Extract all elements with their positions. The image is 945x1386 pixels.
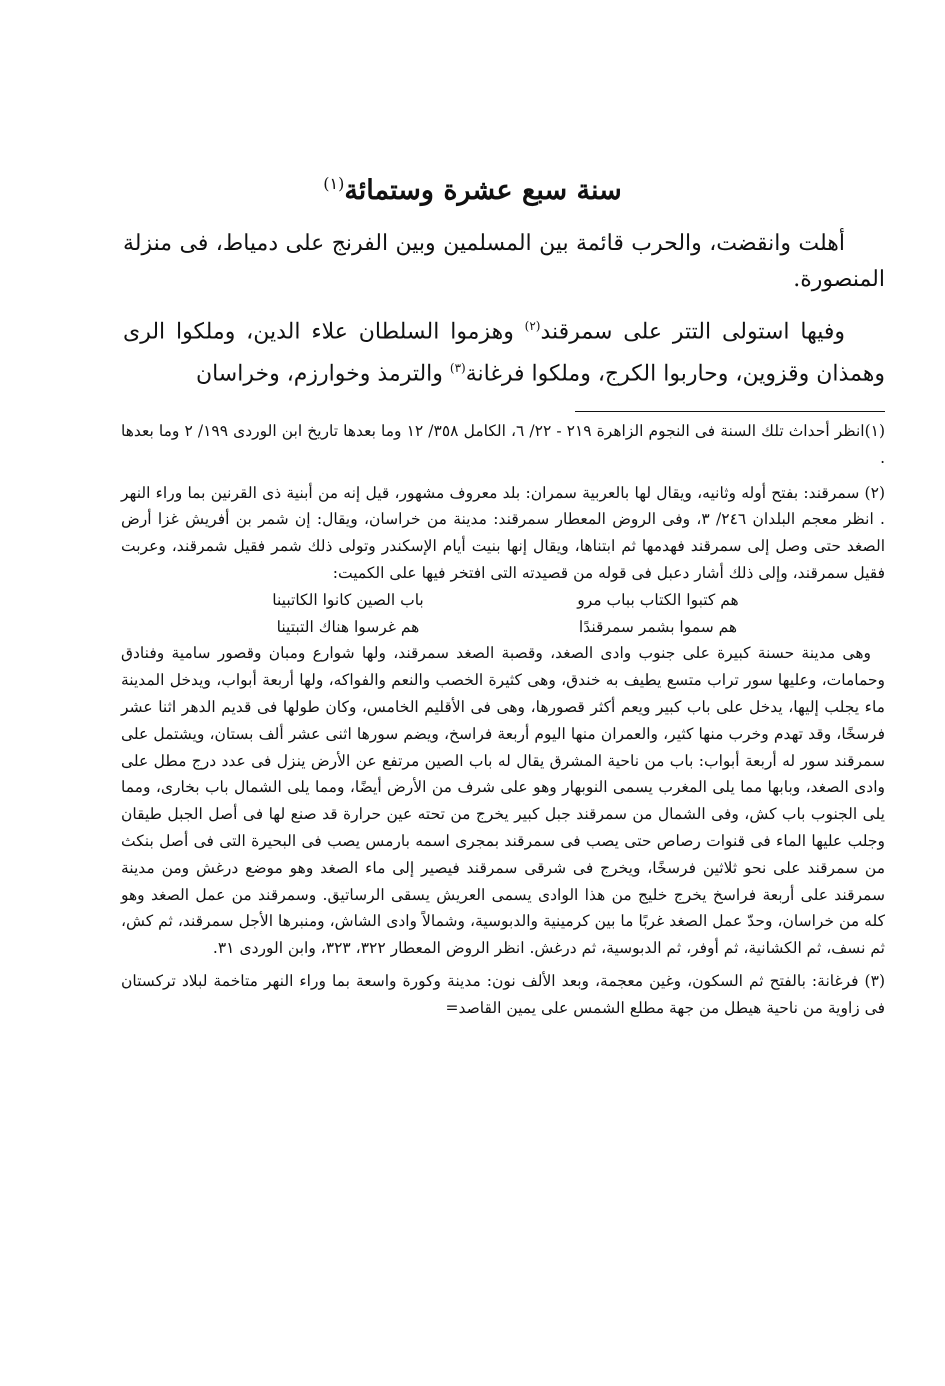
paragraph-2-part-c: والترمذ وخوارزم، وخراسان [195,361,450,387]
verse-line-2 [121,614,885,641]
paragraph-2-part-a: وفيها استولى التتر على سمرقند [540,319,845,345]
chapter-title-text: سنة سبع عشرة وستمائة [344,175,622,206]
verse-2-hemistich-right: هم سموا بشمر سمرقندًا [578,617,738,636]
footnote-separator [575,411,885,412]
footnote-2-intro: (٢) سمرقند: بفتح أوله وثانيه، ويقال لها بالعربية سمران: بلد معروف مشهور، قيل إنه من أبنية ذى القرنين بما وراء النهر . انظر معجم البلدان ٢٤٦/ ٣، وفى الروض المعطار سمرقند: مدينة من خراسان، ويقال: إن شمر بن أفريش غزا أرض الصغد حتى وصل إلى سمرقند فهدمها ثم ابتناها، ويقال إنها بنيت أيام الإسكندر وتولى ذلك شمر فقيل شمرقند، وعربت فقيل سمرقند، وإلى ذلك أشار دعبل فى قوله من قصيدته التى افتخر فيها على الكميت: [121,483,885,582]
footnote-3: (٣) فرغانة: بالفتح ثم السكون، وغين معجمة، وبعد الألف نون: مدينة وكورة واسعة بما وراء النهر متاخمة لبلاد تركستان فى زاوية من ناحية هيطل من جهة مطلع الشمس على يمين القاصد= [121,971,885,1017]
paragraph-2 [123,308,885,393]
poem-verse [121,587,885,641]
paragraph-2-part-b: وهزموا السلطان علاء الدين، وملكوا الرى وهمذان وقزوين، وحاربوا الكرج، وملكوا فرغانة [123,319,885,387]
verse-line-1 [121,587,885,614]
footnote-ref-3: (٣) [449,361,466,376]
main-text [123,226,885,393]
footnote-ref-2: (٢) [524,319,541,333]
verse-1-hemistich-left: باب الصين كانوا الكاتبينا [272,590,424,609]
footnote-2-body: وهى مدينة حسنة كبيرة على جنوب وادى الصغد، وقصبة الصغد سمرقند، ولها شوارع ومبان وقصور سامية وفنادق وحمامات، وعليها سور تراب متسع يطيف به خندق، وهى كثيرة الخصب والنعم والفواكه، ولها أربعة أبواب، ويدخل المدينة ماء يجلب إليها، يدخل على باب كبير ويعم أكثر قصورها، وهى فى الأقليم الخامس، وكان طولها فى قديم الدهر اثنا عشر فرسخًا، وقد تهدم وخرب منها كثير، والعمران منها اليوم أربعة فراسخ، ويضم سورها اثنى عشر ألف بستان، ويشتمل على سمرقند سور له أربعة أبواب: باب من ناحية المشرق يقال له باب الصين مرتفع عن الأرض ينزل فى عدد درج مطل على وادى الصغد، وبابها مما يلى المغرب يسمى النوبهار وهو على شرف من الأرض أيضًا، ومما يلى الشمال باب بخارى، ومما يلى الجنوب باب كش، وفى الشمال من سمرقند جبل كبير يخرج من تحته عين حرارة قد صنع لها فى أصل الجبل طيقان وجلب عليها الماء فى قنوات رصاص حتى يصب فى سمرقند بمجرى اسمه بارمس يصب فى البحيرة التى فى أصل بنكث من سمرقند على نحو ثلاثين فرسخًا، ويخرج فى شرقى سمرقند فيصير إلى ماء الصغد وهو موضع درغش ومن مدينة سمرقند على أربعة فراسخ يخرج خليج من هذا الوادى يسمى العريش يسقى الرساتيق. وسمرقند من عمل الصغد وهو كله من خراسان، وحدّ عمل الصغد غربًا ما بين كرمينية والدبوسية، وشمالاً وادى الشاش، ومنبرها الأجل سمرقند، ثم كش، ثم نسف، ثم الكشانية، ثم أوفر، ثم الدبوسية، ثم درغش. انظر الروض المعطار ٣٢٢، ٣٢٣، وابن الوردى ٣١. [121,644,885,958]
chapter-title [120,162,825,213]
footnotes [121,418,885,1022]
footnote-1: (١)انظر أحداث تلك السنة فى النجوم الزاهرة ٢١٩ - ٢٢/ ٦، الكامل ٣٥٨/ ١٢ وما بعدها تاريخ ابن الوردى ١٩٩/ ٢ وما بعدها . [121,422,886,467]
paragraph-1: أهلت وانقضت، والحرب قائمة بين المسلمين وبين الفرنج على دمياط، فى منزلة المنصورة. [123,231,885,292]
footnote-ref-1: (١) [323,174,345,193]
verse-2-hemistich-left: هم غرسوا هناك التبتينا [276,617,420,636]
verse-1-hemistich-right: هم كتبوا الكتاب بباب مرو [577,590,739,609]
